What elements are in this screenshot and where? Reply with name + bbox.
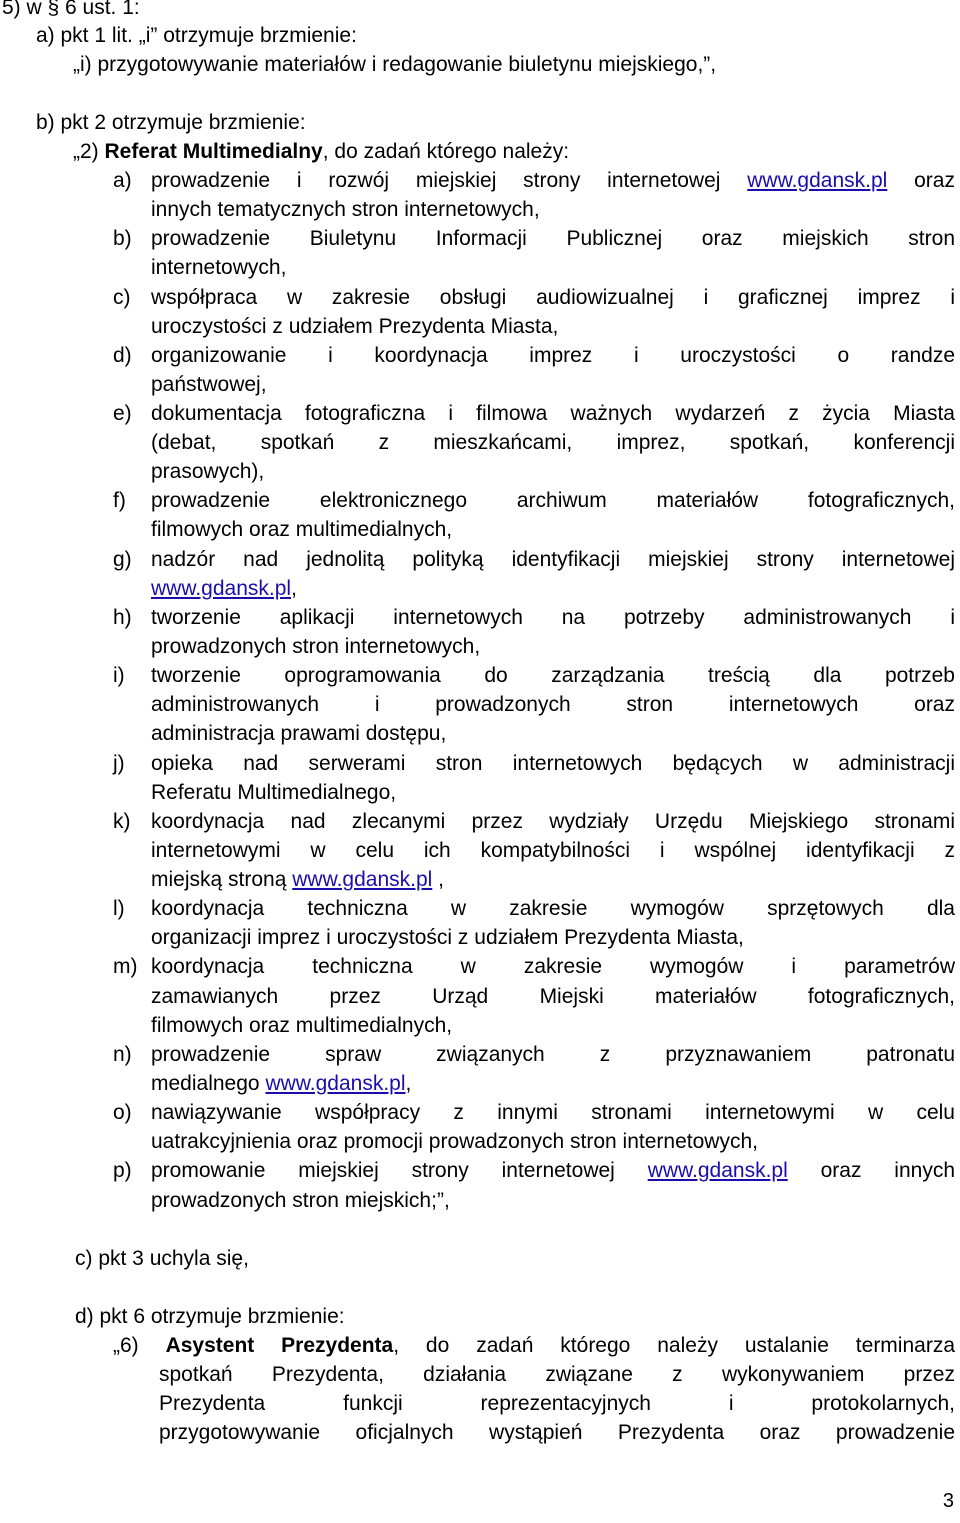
point-c-text: c) pkt 3 uchyla się,	[75, 1247, 249, 1270]
page-number: 3	[942, 1490, 954, 1512]
item-n-label: n)	[113, 1043, 132, 1066]
gdansk-link[interactable]: www.gdansk.pl	[747, 169, 888, 192]
gdansk-link[interactable]: www.gdansk.pl	[265, 1072, 406, 1095]
referat-title: Referat Multimedialny	[104, 140, 323, 163]
item-h-line2: prowadzonych stron internetowych,	[151, 635, 481, 658]
item-l-line1: koordynacja techniczna w zakresie wymogów sprzętowych dla	[151, 897, 955, 920]
point-6-line2: spotkań Prezydenta, działania związane z wykonywaniem przez	[159, 1363, 955, 1386]
item-g-line1: nadzór nad jednolitą polityką identyfikacji miejskiej strony internetowej	[151, 548, 955, 571]
item-p-label: p)	[113, 1159, 132, 1182]
point-6-line4: przygotowywanie oficjalnych wystąpień Prezydenta oraz prowadzenie	[159, 1421, 955, 1444]
item-h-label: h)	[113, 606, 132, 629]
item-k-line1: koordynacja nad zlecanymi przez wydziały Urzędu Miejskiego stronami	[151, 810, 955, 833]
item-e-line2: (debat, spotkań z mieszkańcami, imprez, spotkań, konferencji	[151, 431, 955, 454]
gdansk-link[interactable]: www.gdansk.pl	[151, 577, 292, 600]
item-m-line1: koordynacja techniczna w zakresie wymogów i parametrów	[151, 955, 955, 978]
item-o-line2: uatrakcyjnienia oraz promocji prowadzonych stron internetowych,	[151, 1130, 758, 1153]
item-e-line1: dokumentacja fotograficzna i filmowa ważnych wydarzeń z życia Miasta	[151, 402, 955, 425]
item-c-line1: współpraca w zakresie obsługi audiowizualnej i graficznej imprez i	[151, 286, 955, 309]
item-e-label: e)	[113, 402, 132, 425]
item-e-line3: prasowych),	[151, 460, 265, 483]
item-d-label: d)	[113, 344, 132, 367]
item-k-label: k)	[113, 810, 131, 833]
item-c-label: c)	[113, 286, 131, 309]
item-i-line2: administrowanych i prowadzonych stron internetowych oraz	[151, 693, 955, 716]
item-n-line1: prowadzenie spraw związanych z przyznawaniem patronatu	[151, 1043, 955, 1066]
item-m-line3: filmowych oraz multimedialnych,	[151, 1014, 453, 1037]
item-j-line1: opieka nad serwerami stron internetowych będących w administracji	[151, 752, 955, 775]
item-k-line2: internetowymi w celu ich kompatybilności i wspólnej identyfikacji z	[151, 839, 955, 862]
item-l-label: l)	[113, 897, 125, 920]
gdansk-link[interactable]: www.gdansk.pl	[647, 1159, 788, 1182]
gdansk-link[interactable]: www.gdansk.pl	[292, 868, 433, 891]
point-b-intro: b) pkt 2 otrzymuje brzmienie:	[36, 111, 306, 134]
item-i-line1: tworzenie oprogramowania do zarządzania treścią dla potrzeb	[151, 664, 955, 687]
item-i-label: i)	[113, 664, 125, 687]
point-a-intro: a) pkt 1 lit. „i” otrzymuje brzmienie:	[36, 24, 357, 47]
item-d-line2: państwowej,	[151, 373, 267, 396]
item-a-line2: innych tematycznych stron internetowych,	[151, 198, 540, 221]
item-j-label: j)	[113, 752, 125, 775]
item-l-line2: organizacji imprez i uroczystości z udziałem Prezydenta Miasta,	[151, 926, 744, 949]
section-5-heading: 5) w § 6 ust. 1:	[2, 0, 140, 19]
item-d-line1: organizowanie i koordynacja imprez i uroczystości o randze	[151, 344, 955, 367]
point-6-line3: Prezydenta funkcji reprezentacyjnych i protokolarnych,	[159, 1392, 955, 1415]
item-i-line3: administracja prawami dostępu,	[151, 722, 447, 745]
item-b-label: b)	[113, 227, 132, 250]
item-m-label: m)	[113, 955, 138, 978]
item-o-line1: nawiązywanie współpracy z innymi stronami internetowymi w celu	[151, 1101, 955, 1124]
item-f-line1: prowadzenie elektronicznego archiwum materiałów fotograficznych,	[151, 489, 955, 512]
item-p-line2: prowadzonych stron miejskich;”,	[151, 1189, 450, 1212]
item-f-line2: filmowych oraz multimedialnych,	[151, 518, 453, 541]
item-n-line2: medialnego www.gdansk.pl,	[151, 1072, 412, 1095]
item-h-line1: tworzenie aplikacji internetowych na potrzeby administrowanych i	[151, 606, 955, 629]
item-a-label: a)	[113, 169, 132, 192]
point-6-line1: „6) Asystent Prezydenta, do zadań którego należy ustalanie terminarza	[113, 1334, 955, 1357]
item-b-line2: internetowych,	[151, 256, 287, 279]
item-j-line2: Referatu Multimedialnego,	[151, 781, 397, 804]
item-m-line2: zamawianych przez Urząd Miejski materiałów fotograficznych,	[151, 985, 955, 1008]
item-a-line1: prowadzenie i rozwój miejskiej strony internetowej www.gdansk.pl oraz	[151, 169, 955, 192]
item-k-line3: miejską stroną www.gdansk.pl ,	[151, 868, 444, 891]
point-a-text: „i) przygotowywanie materiałów i redagowanie biuletynu miejskiego,”,	[73, 53, 717, 76]
item-g-line2: www.gdansk.pl,	[151, 577, 297, 600]
asystent-title: Asystent Prezydenta	[165, 1334, 394, 1357]
item-b-line1: prowadzenie Biuletynu Informacji Publicznej oraz miejskich stron	[151, 227, 955, 250]
item-f-label: f)	[113, 489, 126, 512]
item-c-line2: uroczystości z udziałem Prezydenta Miasta,	[151, 315, 559, 338]
point-d-text: d) pkt 6 otrzymuje brzmienie:	[75, 1305, 345, 1328]
point-2-heading: „2) Referat Multimedialny, do zadań którego należy:	[73, 140, 570, 163]
item-g-label: g)	[113, 548, 132, 571]
item-p-line1: promowanie miejskiej strony internetowej www.gdansk.pl oraz innych	[151, 1159, 955, 1182]
item-o-label: o)	[113, 1101, 132, 1124]
